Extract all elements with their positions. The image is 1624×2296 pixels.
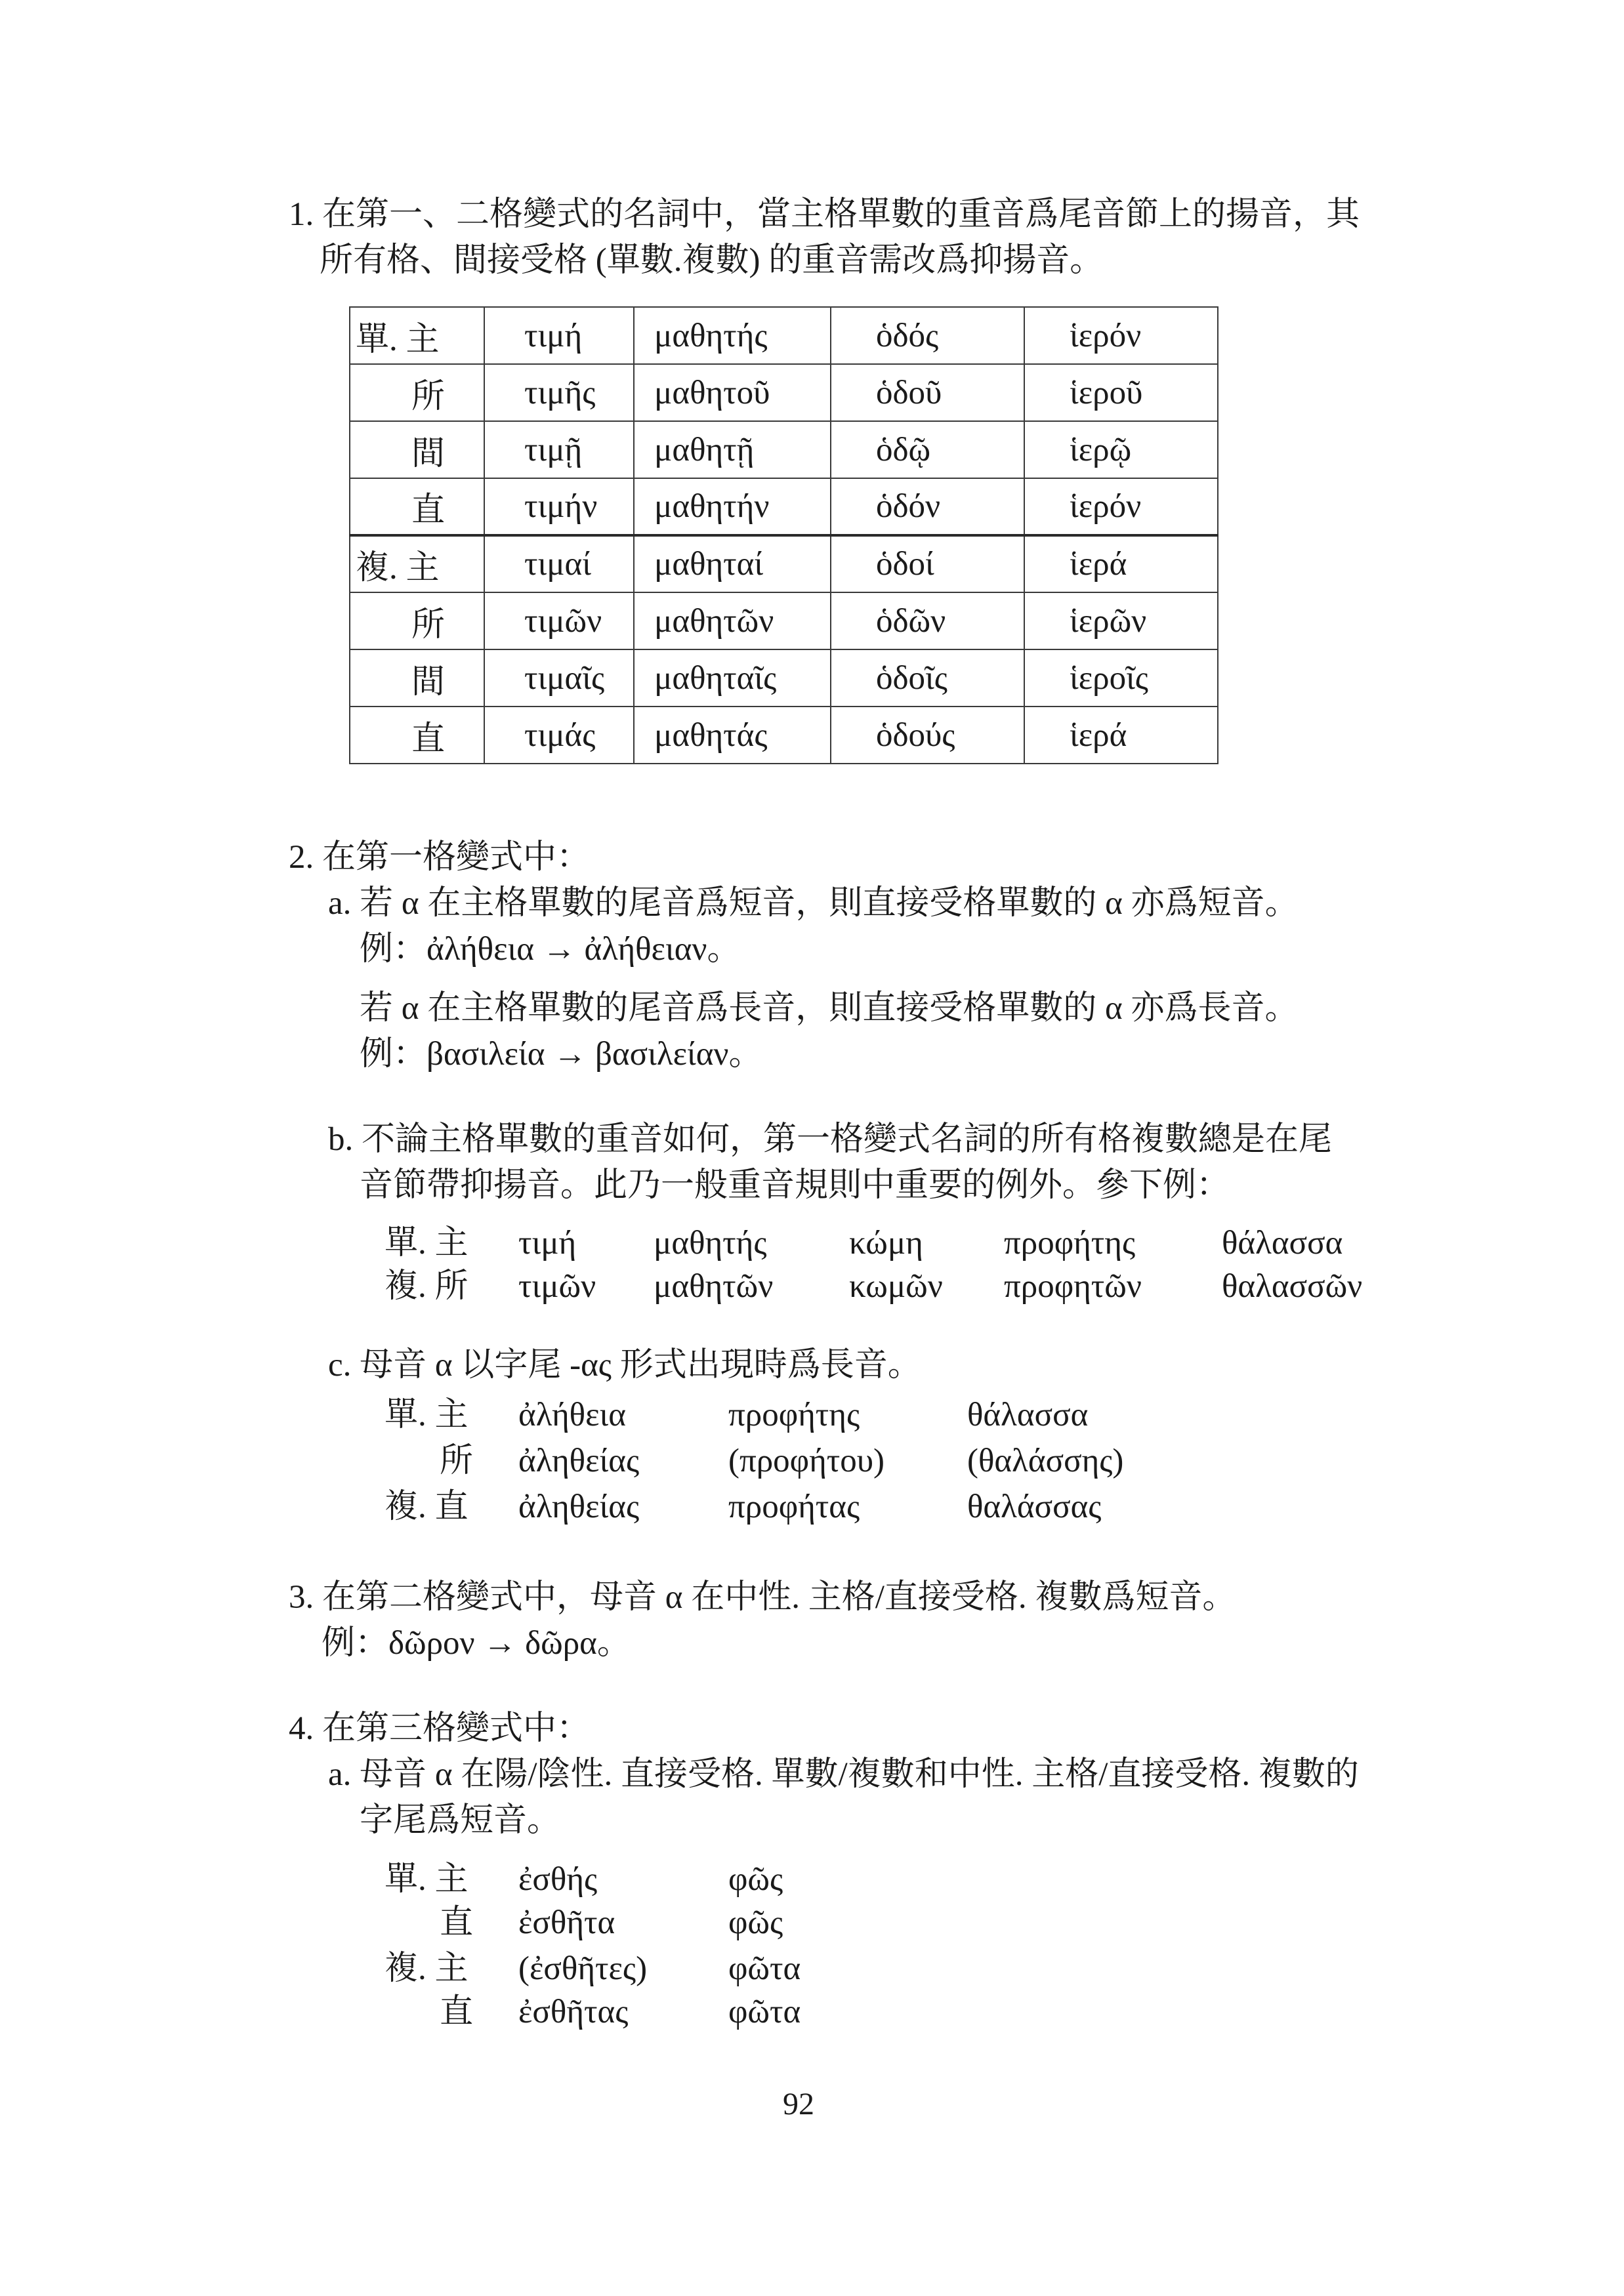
section-3-line-1: 3. 在第二格變式中，母音 α 在中性. 主格/直接受格. 複數爲短音。 bbox=[289, 1579, 1236, 1616]
greek-form: μαθητῇ bbox=[654, 431, 755, 468]
table-row bbox=[350, 707, 1218, 764]
greek-form: ὁδόν bbox=[876, 488, 941, 525]
case-label: 單. 主 bbox=[356, 321, 440, 358]
form-cell bbox=[831, 707, 1024, 764]
case-label-cell bbox=[350, 592, 484, 649]
form-cell bbox=[484, 478, 634, 535]
section-2b-line-2: 音節帶抑揚音。此乃一般重音規則中重要的例外。參下例： bbox=[360, 1167, 1230, 1204]
example-word: τιμή bbox=[518, 1225, 577, 1261]
section-2a-example-2: 例：βασιλεία → βασιλείαν。 bbox=[360, 1036, 762, 1073]
form-cell bbox=[831, 364, 1024, 421]
case-label-cell bbox=[350, 707, 484, 764]
case-label-cell bbox=[350, 649, 484, 707]
page-number: 92 bbox=[783, 2087, 814, 2122]
greek-form: μαθητήν bbox=[654, 488, 770, 525]
greek-form: μαθητῶν bbox=[654, 602, 774, 640]
form-cell bbox=[634, 364, 831, 421]
table-row bbox=[350, 535, 1218, 592]
greek-form: τιμήν bbox=[524, 488, 598, 525]
section-4a-examples bbox=[0, 1858, 1624, 2041]
greek-form: τιμαί bbox=[524, 546, 591, 583]
table-row bbox=[350, 649, 1218, 707]
case-label: 直 bbox=[411, 720, 446, 758]
greek-form: μαθητοῦ bbox=[654, 374, 770, 411]
declension-table bbox=[349, 306, 1218, 764]
greek-form: τιμῆς bbox=[524, 374, 596, 411]
example-label: 直 bbox=[440, 1904, 474, 1941]
section-2c-examples bbox=[0, 1393, 1624, 1531]
example-word: φῶτα bbox=[728, 1950, 801, 1987]
example-word: κώμη bbox=[849, 1225, 923, 1261]
table-row bbox=[350, 421, 1218, 478]
section-2a-line-2: 若 α 在主格單數的尾音爲長音，則直接受格單數的 α 亦爲長音。 bbox=[360, 990, 1299, 1027]
case-label-cell bbox=[350, 478, 484, 535]
section-4-heading: 4. 在第三格變式中： bbox=[289, 1710, 591, 1747]
greek-form: μαθητής bbox=[654, 317, 768, 354]
example-word: προφήτης bbox=[728, 1397, 860, 1433]
greek-form: ἱερά bbox=[1070, 546, 1127, 583]
greek-form: τιμαῖς bbox=[524, 659, 605, 697]
greek-form: ὁδοῖς bbox=[876, 659, 947, 697]
form-cell bbox=[634, 421, 831, 478]
case-label: 所 bbox=[411, 378, 446, 415]
greek-form: μαθητάς bbox=[654, 716, 768, 754]
greek-form: ἱερόν bbox=[1070, 317, 1142, 354]
example-word: θάλασσα bbox=[1222, 1225, 1343, 1261]
example-word: κωμῶν bbox=[849, 1268, 943, 1305]
greek-form: μαθηταῖς bbox=[654, 659, 777, 697]
section-3-example: 例：δῶρον → δῶρα。 bbox=[322, 1625, 631, 1662]
form-cell bbox=[831, 307, 1024, 364]
greek-form: ὁδῶν bbox=[876, 602, 946, 640]
example-word: (θαλάσσης) bbox=[967, 1443, 1124, 1479]
section-1-line-2: 所有格、間接受格 (單數.複數) 的重音需改爲抑揚音。 bbox=[320, 242, 1104, 279]
table-row bbox=[350, 364, 1218, 421]
example-word: ἐσθῆτα bbox=[518, 1904, 615, 1941]
case-label-cell bbox=[350, 535, 484, 592]
example-word: θάλασσα bbox=[967, 1397, 1089, 1433]
example-word: τιμῶν bbox=[518, 1268, 596, 1305]
form-cell bbox=[1024, 535, 1218, 592]
example-word: ἐσθῆτας bbox=[518, 1994, 629, 2030]
greek-form: τιμῇ bbox=[524, 431, 583, 468]
form-cell bbox=[1024, 421, 1218, 478]
greek-form: τιμή bbox=[524, 317, 583, 354]
greek-form: ἱεροῦ bbox=[1070, 374, 1143, 411]
example-word: φῶς bbox=[728, 1904, 783, 1941]
section-2-heading: 2. 在第一格變式中： bbox=[289, 839, 591, 876]
form-cell bbox=[484, 649, 634, 707]
case-label: 複. 主 bbox=[356, 550, 440, 586]
form-cell bbox=[634, 707, 831, 764]
form-cell bbox=[634, 307, 831, 364]
section-1-line-1: 1. 在第一、二格變式的名詞中，當主格單數的重音爲尾音節上的揚音，其 bbox=[289, 196, 1360, 233]
example-word: ἀληθείας bbox=[518, 1488, 640, 1525]
greek-form: ὁδούς bbox=[876, 716, 955, 754]
form-cell bbox=[484, 421, 634, 478]
example-label: 所 bbox=[440, 1443, 474, 1479]
section-2b-line-1: b. 不論主格單數的重音如何，第一格變式名詞的所有格複數總是在尾 bbox=[328, 1121, 1333, 1158]
section-4a-line-1: a. 母音 α 在陽/陰性. 直接受格. 單數/複數和中性. 主格/直接受格. 複數的 bbox=[328, 1756, 1359, 1793]
section-2c-line-1: c. 母音 α 以字尾 -ας 形式出現時爲長音。 bbox=[328, 1347, 921, 1384]
example-word: προφητῶν bbox=[1004, 1268, 1142, 1305]
form-cell bbox=[634, 649, 831, 707]
example-word: (ἐσθῆτες) bbox=[518, 1950, 648, 1987]
table-row bbox=[350, 592, 1218, 649]
form-cell bbox=[1024, 649, 1218, 707]
example-label: 複. 所 bbox=[385, 1268, 468, 1305]
case-label-cell bbox=[350, 421, 484, 478]
case-label: 間 bbox=[411, 435, 446, 472]
greek-form: ὁδός bbox=[876, 317, 939, 354]
example-word: ἐσθής bbox=[518, 1861, 598, 1898]
form-cell bbox=[831, 535, 1024, 592]
example-label: 單. 主 bbox=[385, 1861, 468, 1898]
example-word: φῶτα bbox=[728, 1994, 801, 2030]
form-cell bbox=[634, 592, 831, 649]
greek-form: ὁδοῦ bbox=[876, 374, 942, 411]
form-cell bbox=[634, 535, 831, 592]
example-word: ἀληθείας bbox=[518, 1443, 640, 1479]
form-cell bbox=[1024, 478, 1218, 535]
greek-form: ὁδοί bbox=[876, 546, 934, 583]
example-word: μαθητῶν bbox=[654, 1268, 774, 1305]
table-row bbox=[350, 307, 1218, 364]
form-cell bbox=[484, 307, 634, 364]
example-label: 單. 主 bbox=[385, 1397, 468, 1433]
form-cell bbox=[831, 478, 1024, 535]
form-cell bbox=[484, 707, 634, 764]
form-cell bbox=[831, 592, 1024, 649]
form-cell bbox=[1024, 364, 1218, 421]
example-label: 複. 主 bbox=[385, 1950, 468, 1987]
section-2b-examples bbox=[0, 1221, 1624, 1313]
example-label: 複. 直 bbox=[385, 1488, 468, 1525]
greek-form: ἱερῷ bbox=[1070, 431, 1132, 468]
example-word: θαλασσῶν bbox=[1222, 1268, 1363, 1305]
greek-form: ὁδῷ bbox=[876, 431, 931, 468]
form-cell bbox=[1024, 592, 1218, 649]
section-2a-line-1: a. 若 α 在主格單數的尾音爲短音，則直接受格單數的 α 亦爲短音。 bbox=[328, 885, 1299, 922]
form-cell bbox=[831, 649, 1024, 707]
greek-form: ἱερόν bbox=[1070, 488, 1142, 525]
greek-form: τιμῶν bbox=[524, 602, 602, 640]
form-cell bbox=[1024, 307, 1218, 364]
section-2a-example-1: 例：ἀλήθεια → ἀλήθειαν。 bbox=[360, 931, 741, 968]
example-word: φῶς bbox=[728, 1861, 783, 1898]
greek-form: τιμάς bbox=[524, 716, 596, 754]
case-label: 所 bbox=[411, 606, 446, 644]
example-word: προφήτας bbox=[728, 1488, 860, 1525]
example-word: (προφήτου) bbox=[728, 1443, 885, 1479]
example-word: ἀλήθεια bbox=[518, 1397, 626, 1433]
form-cell bbox=[831, 421, 1024, 478]
example-word: προφήτης bbox=[1004, 1225, 1136, 1261]
form-cell bbox=[484, 535, 634, 592]
form-cell bbox=[634, 478, 831, 535]
greek-form: ἱεροῖς bbox=[1070, 659, 1149, 697]
example-word: μαθητής bbox=[654, 1225, 767, 1261]
form-cell bbox=[484, 592, 634, 649]
form-cell bbox=[1024, 707, 1218, 764]
case-label-cell bbox=[350, 364, 484, 421]
section-4a-line-2: 字尾爲短音。 bbox=[360, 1802, 561, 1839]
example-word: θαλάσσας bbox=[967, 1488, 1102, 1525]
greek-form: ἱερῶν bbox=[1070, 602, 1147, 640]
greek-form: ἱερά bbox=[1070, 716, 1127, 754]
example-label: 單. 主 bbox=[385, 1225, 468, 1261]
case-label-cell bbox=[350, 307, 484, 364]
case-label: 間 bbox=[411, 663, 446, 701]
case-label: 直 bbox=[411, 492, 446, 529]
greek-form: μαθηταί bbox=[654, 546, 764, 583]
form-cell bbox=[484, 364, 634, 421]
table-row bbox=[350, 478, 1218, 535]
example-label: 直 bbox=[440, 1994, 474, 2030]
